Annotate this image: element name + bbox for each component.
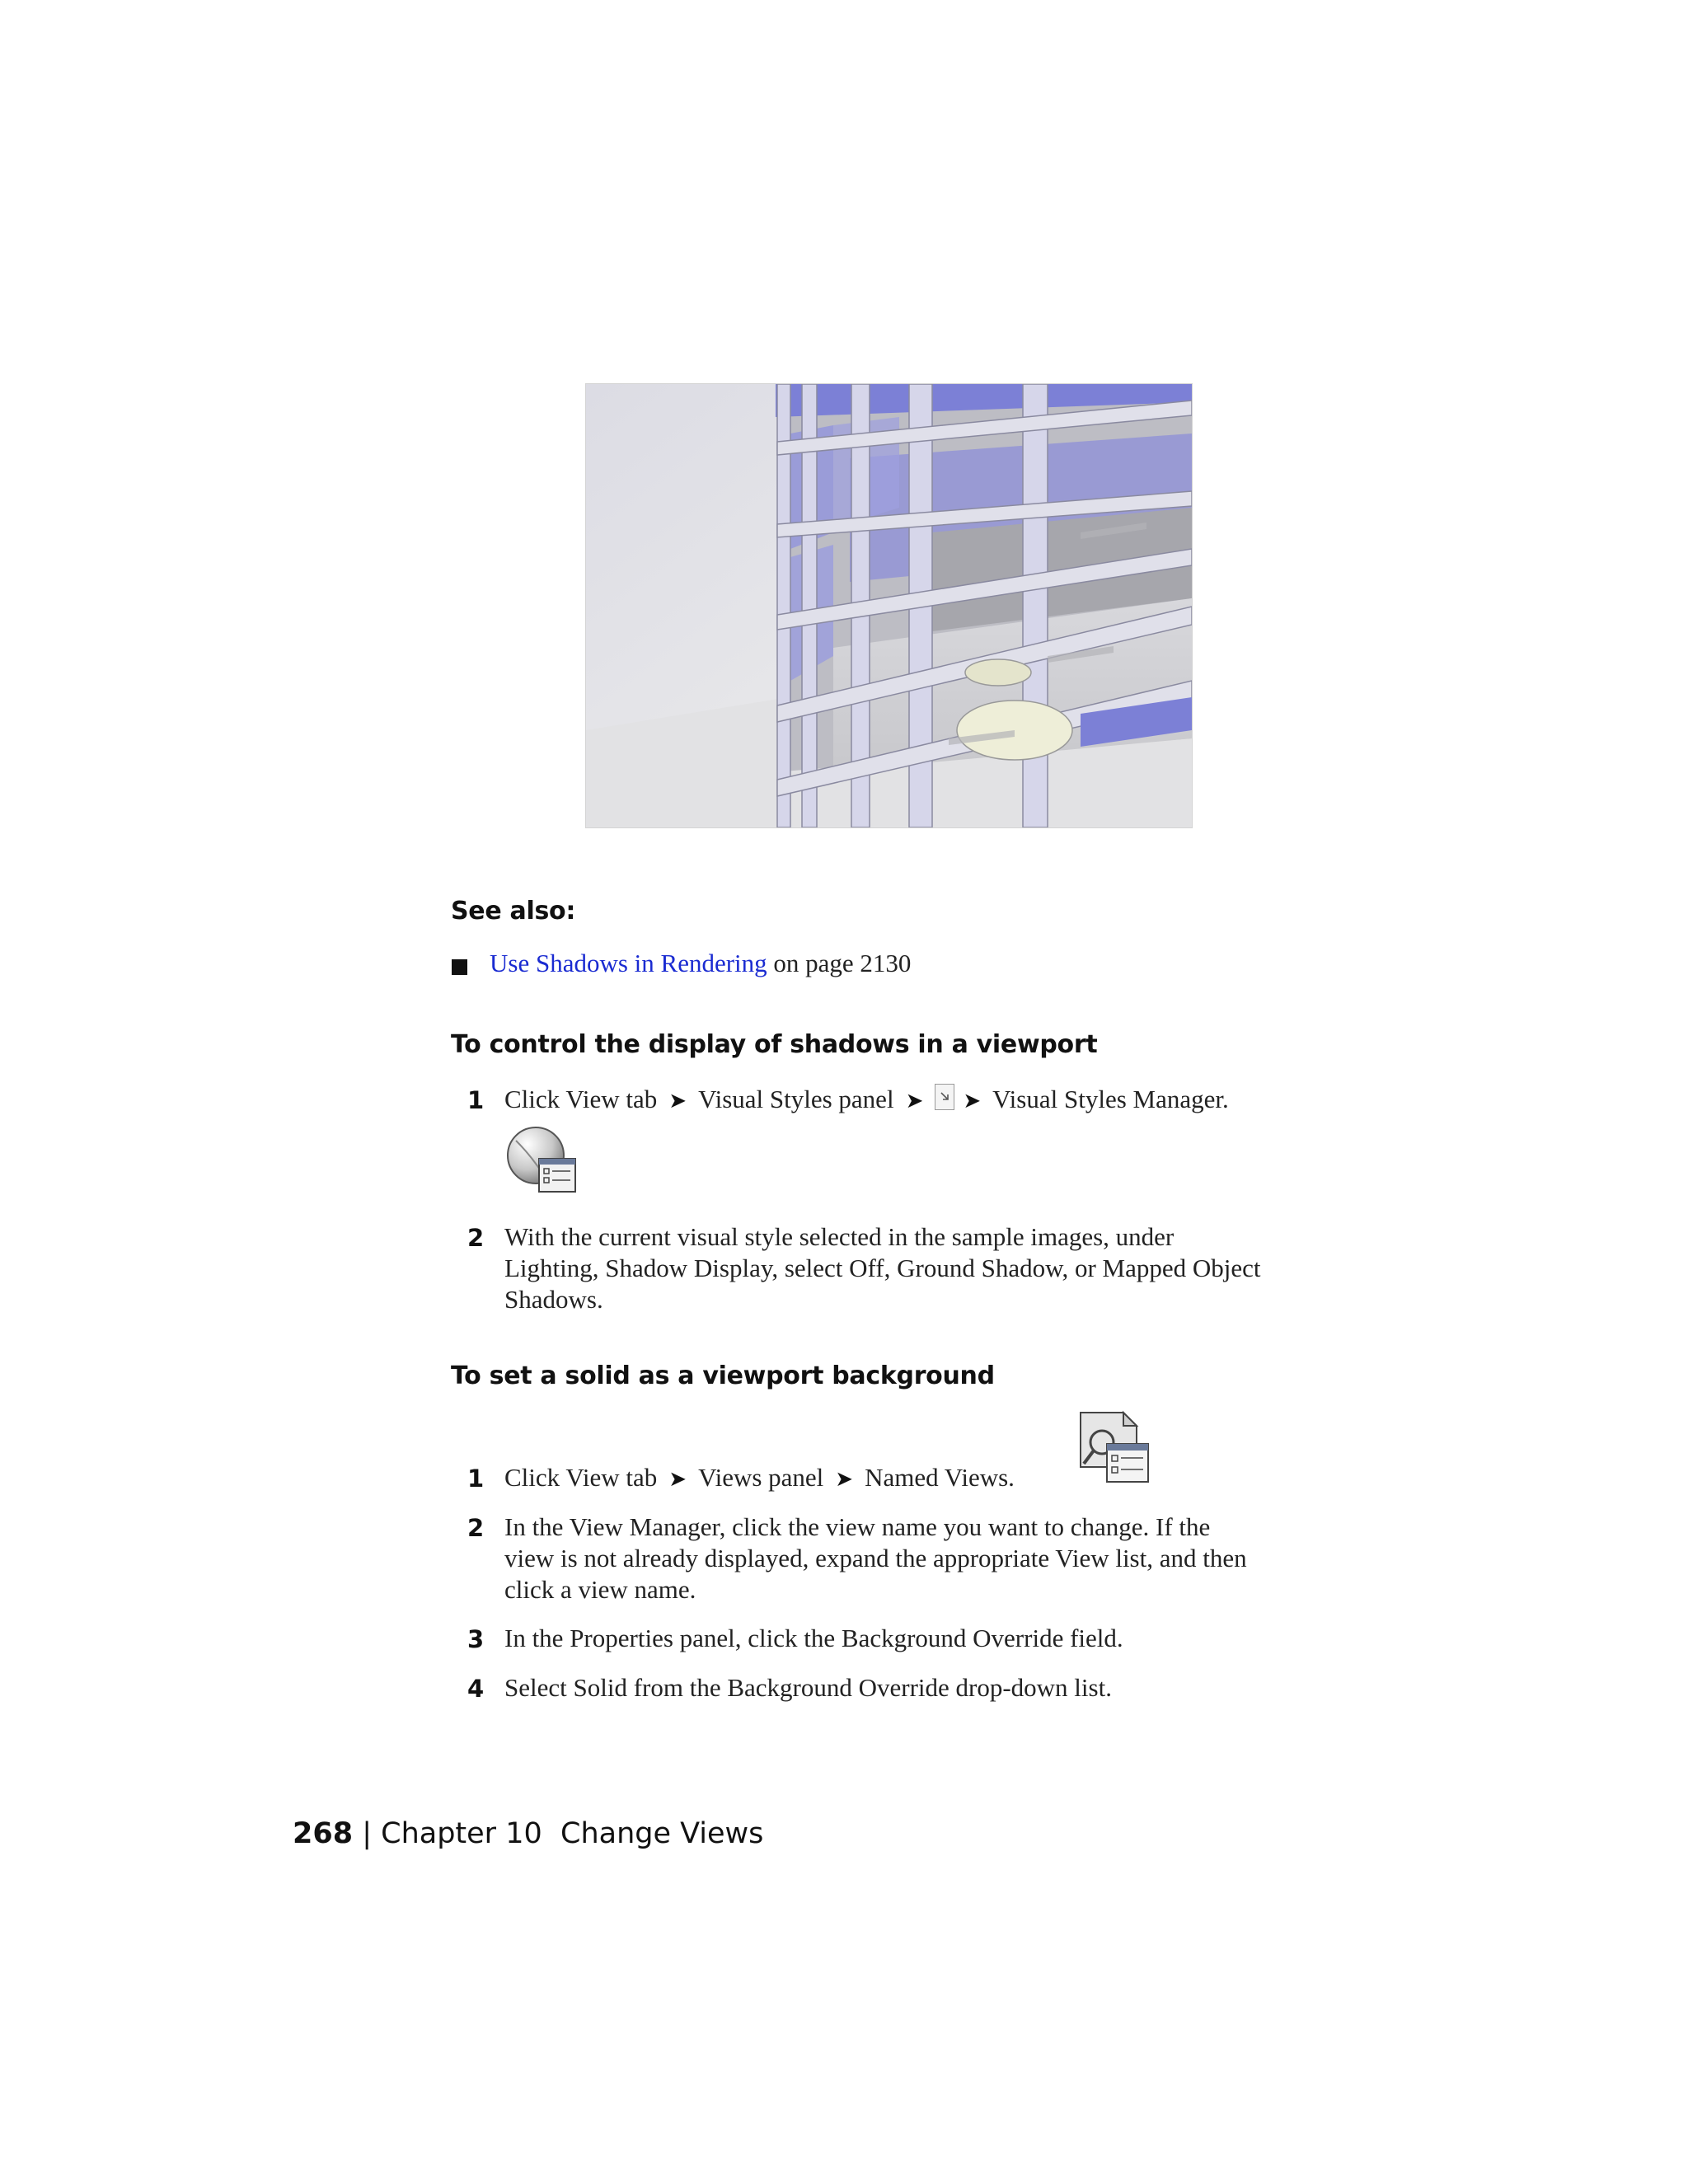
see-also-item-suffix: on page 2130 (773, 949, 912, 977)
step-text-line: With the current visual style selected in the sample images, under (504, 1222, 1175, 1251)
step-text-line: view is not already displayed, expand the appropriate View list, and then (504, 1544, 1247, 1572)
shadow-rendering-figure (585, 383, 1193, 828)
arrow-right-icon: ➤ (668, 1467, 687, 1492)
step-number: 2 (467, 1224, 485, 1252)
step-text (504, 1672, 1112, 1704)
step-part-visual-styles-manager: Visual Styles Manager. (992, 1085, 1229, 1113)
use-shadows-in-rendering-link[interactable]: Use Shadows in Rendering (490, 949, 767, 977)
step-text (504, 1084, 1229, 1117)
named-views-icon[interactable] (1076, 1409, 1151, 1489)
step-part-visual-styles-panel: Visual Styles panel (698, 1085, 894, 1113)
page-number: 268 (293, 1817, 354, 1850)
step-text (504, 1462, 1015, 1495)
step-text-line: click a view name. (504, 1575, 696, 1604)
arrow-right-icon: ➤ (905, 1089, 924, 1113)
step-text (504, 1511, 1247, 1605)
see-also-item (490, 948, 911, 979)
section-heading-shadows: To control the display of shadows in a viewport (451, 1030, 1098, 1059)
step-number: 2 (467, 1514, 485, 1542)
step-text-line: Lighting, Shadow Display, select Off, Ground Shadow, or Mapped Object (504, 1254, 1261, 1282)
step-part-named-views: Named Views. (865, 1463, 1015, 1492)
visual-styles-manager-icon[interactable] (504, 1122, 579, 1201)
arrow-right-icon: ➤ (668, 1089, 687, 1113)
step-number: 1 (467, 1086, 485, 1114)
step-text-line: In the View Manager, click the view name you want to change. If the (504, 1512, 1211, 1541)
step-text-line: Shadows. (504, 1285, 603, 1314)
footer-chapter-title: Change Views (560, 1817, 764, 1850)
footer-chapter: Chapter 10 (381, 1817, 542, 1850)
step-number: 4 (467, 1675, 485, 1703)
arrow-right-icon: ➤ (835, 1467, 854, 1492)
arrow-right-icon: ➤ (963, 1089, 982, 1113)
step-text (504, 1221, 1261, 1315)
bullet-marker (452, 959, 467, 975)
step-text-line: Select Solid from the Background Override drop-down list. (504, 1673, 1112, 1702)
step-number: 3 (467, 1625, 485, 1653)
step-text (504, 1623, 1123, 1654)
footer-separator: | (362, 1817, 372, 1850)
step-number: 1 (467, 1465, 485, 1493)
page-footer (293, 1817, 763, 1850)
step-part-view-tab: Click View tab (504, 1085, 658, 1113)
step-text-line: In the Properties panel, click the Background Override field. (504, 1624, 1123, 1652)
see-also-heading: See also: (451, 897, 576, 926)
step-part-views-panel: Views panel (698, 1463, 824, 1492)
section-heading-solid-background: To set a solid as a viewport background (451, 1361, 995, 1390)
step-part-view-tab: Click View tab (504, 1463, 658, 1492)
panel-launcher-icon[interactable] (935, 1084, 954, 1110)
